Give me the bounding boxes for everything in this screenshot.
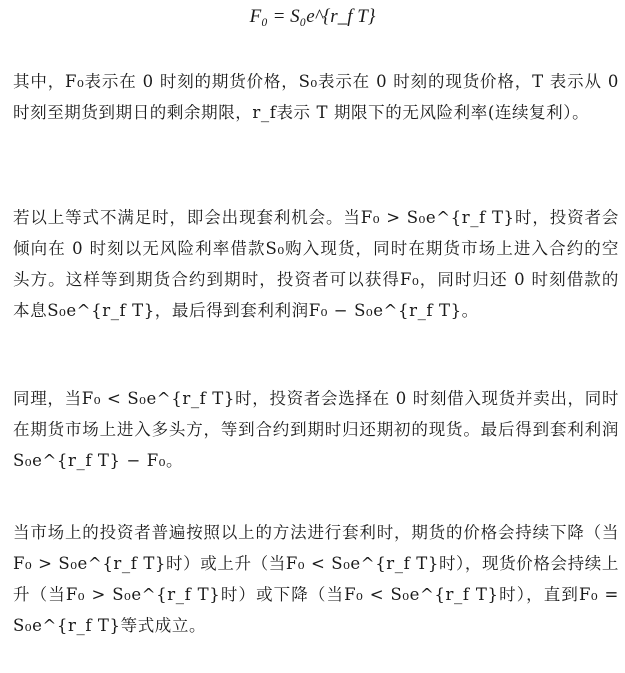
paragraph-cash-and-carry [13, 202, 619, 326]
formula-equation: F₀ = S₀e^{r_f T} [249, 6, 376, 27]
paragraph-text: 当市场上的投资者普遍按照以上的方法进行套利时，期货的价格会持续下降（当F₀ > S₀e^{r_f T}时）或上升（当F₀ < S₀e^{r_f T}时），现货价格会持续上升（当F₀ > S₀e^{r_f T}时）或下降（当F₀ < S₀e^{r_f T}时），直到F₀ = S₀e^{r_f T}等式成立。 [13, 523, 619, 635]
paragraph-definitions [13, 66, 619, 128]
paragraph-text: 其中，F₀表示在 0 时刻的期货价格，S₀表示在 0 时刻的现货价格，T 表示从 0 时刻至期货到期日的剩余期限，r_f表示 T 期限下的无风险利率(连续复利）。 [13, 72, 619, 122]
paragraph-reverse-arbitrage [13, 383, 619, 476]
paragraph-convergence [13, 517, 619, 641]
paragraph-text: 若以上等式不满足时，即会出现套利机会。当F₀ > S₀e^{r_f T}时，投资者会倾向在 0 时刻以无风险利率借款S₀购入现货，同时在期货市场上进入合约的空头方。这样等到期货合约到期时，投资者可以获得F₀，同时归还 0 时刻借款的本息S₀e^{r_f T}，最后得到套利利润F₀ − S₀e^{r_f T}。 [13, 208, 619, 320]
paragraph-text: 同理，当F₀ < S₀e^{r_f T}时，投资者会选择在 0 时刻借入现货并卖出，同时在期货市场上进入多头方，等到合约到期时归还期初的现货。最后得到套利利润S₀e^{r_f T} − F₀。 [13, 389, 619, 470]
